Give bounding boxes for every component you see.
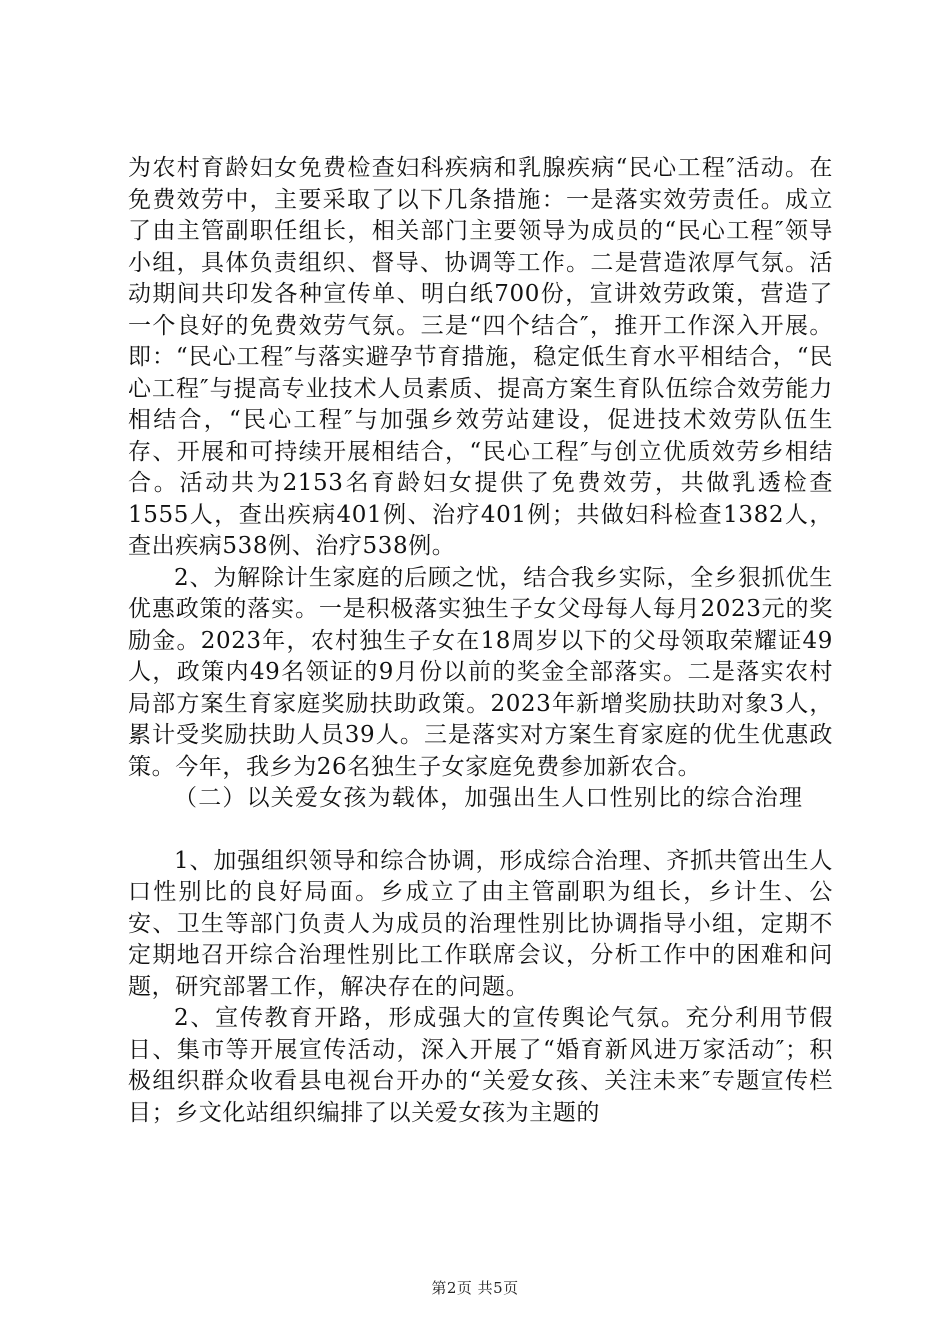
paragraph-organization: 1、加强组织领导和综合协调，形成综合治理、齐抓共管出生人口性别比的良好局面。乡成立了由主管副职为组长，乡计生、公安、卫生等部门负责人为成员的治理性别比协调指导小组，定期不定期地召开综合治理性别比工作联席会议，分析工作中的困难和问题，研究部署工作，解决存在的问题。 xyxy=(128,847,833,1000)
document-body xyxy=(128,153,833,1129)
paragraph-policy: 2、为解除计生家庭的后顾之忧，结合我乡实际，全乡狠抓优生优惠政策的落实。一是积极落实独生子女父母每人每月2023元的奖励金。2023年，农村独生子女在18周岁以下的父母领取荣耀证49人，政策内49名领证的9月份以前的奖金全部落实。二是落实农村局部方案生育家庭奖励扶助政策。2023年新增奖励扶助对象3人，累计受奖励扶助人员39人。三是落实对方案生育家庭的优生优惠政策。今年，我乡为26名独生子女家庭免费参加新农合。 xyxy=(128,564,833,780)
paragraph-continued: 为农村育龄妇女免费检查妇科疾病和乳腺疾病“民心工程″活动。在免费效劳中，主要采取了以下几条措施：一是落实效劳责任。成立了由主管副职任组长，相关部门主要领导为成员的“民心工程″领导小组，具体负责组织、督导、协调等工作。二是营造浓厚气氛。活动期间共印发各种宣传单、明白纸700份，宣讲效劳政策，营造了一个良好的免费效劳气氛。三是“四个结合″，推开工作深入开展。即：“民心工程″与落实避孕节育措施，稳定低生育水平相结合，“民心工程″与提高专业技术人员素质、提高方案生育队伍综合效劳能力相结合，“民心工程″与加强乡效劳站建设，促进技术效劳队伍生存、开展和可持续开展相结合，“民心工程″与创立优质效劳乡相结合。活动共为2153名育龄妇女提供了免费效劳，共做乳透检查1555人，查出疾病401例、治疗401例；共做妇科检查1382人，查出疾病538例、治疗538例。 xyxy=(128,155,833,559)
paragraph-publicity: 2、宣传教育开路，形成强大的宣传舆论气氛。充分利用节假日、集市等开展宣传活动，深入开展了“婚育新风进万家活动″；积极组织群众收看县电视台开办的“关爱女孩、关注未来″专题宣传栏目；乡文化站组织编排了以关爱女孩为主题的 xyxy=(128,1005,833,1126)
page-number-footer: 第2页 共5页 xyxy=(431,1279,519,1297)
section-heading: （二）以关爱女孩为载体，加强出生人口性别比的综合治理 xyxy=(174,785,804,811)
blank-line xyxy=(128,815,833,846)
